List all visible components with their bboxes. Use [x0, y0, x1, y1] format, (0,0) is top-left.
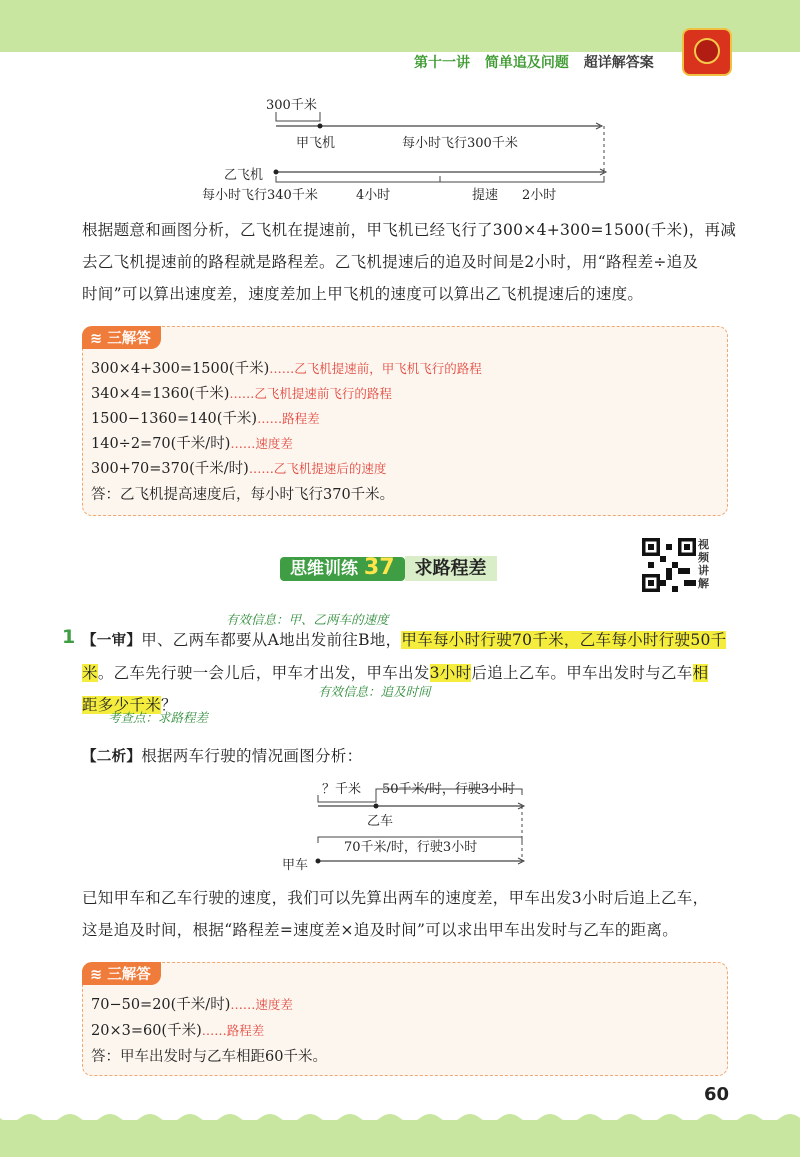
equation-note: ……速度差	[230, 436, 293, 451]
answer-box-2	[82, 962, 728, 1076]
topic-label: 简单追及问题	[484, 55, 569, 71]
qr-code-icon[interactable]	[642, 538, 696, 592]
equation: 340×4=1360(千米)	[91, 386, 230, 402]
answer-line-3	[91, 407, 320, 428]
plane-a-label: 甲飞机	[296, 136, 336, 151]
answer-tag: ≋ 三解答	[82, 962, 161, 985]
step-tag-review: 【一审】	[82, 633, 142, 649]
answer-conclusion: 答：甲车出发时与乙车相距60千米。	[91, 1049, 327, 1065]
header-bg	[0, 52, 800, 82]
analysis-line: 已知甲车和乙车行驶的速度，我们可以先算出两车的速度差，甲车出发3小时后追上乙车，	[82, 889, 709, 907]
section-topic: 求路程差	[405, 556, 497, 581]
answer-box-1	[82, 326, 728, 516]
analysis-line: 时间”可以算出速度差，速度差加上甲飞机的速度可以算出乙飞机提速后的速度。	[82, 285, 644, 303]
note-effective-info-time: 有效信息：追及时间	[318, 684, 431, 699]
analysis-line: 这是追及时间，根据“路程差=速度差×追及时间”可以求出甲车出发时与乙车的距离。	[82, 921, 679, 939]
section-label-text: 思维训练	[290, 559, 358, 579]
answer-line-4	[91, 432, 293, 453]
plane-a-speed: 每小时飞行300千米	[402, 136, 518, 151]
equation-note: ……乙飞机提速前，甲飞机飞行的路程	[269, 361, 482, 376]
answer-conclusion: 答：乙飞机提高速度后，每小时飞行370千米。	[91, 487, 395, 503]
gap-label: 300千米	[266, 98, 317, 113]
equation: 20×3=60(千米)	[91, 1023, 202, 1039]
problem-text-c: 后追上乙车。甲车出发时与乙车	[471, 664, 693, 682]
page-header	[414, 52, 654, 72]
analysis-2-intro-text: 根据两车行驶的情况画图分析：	[141, 747, 363, 765]
car-gap-label: ？千米	[322, 782, 362, 797]
highlight-speeds: 甲车每小时行驶70千米，乙车每小时行驶50千	[401, 631, 727, 649]
equation: 300×4+300=1500(千米)	[91, 361, 270, 377]
page-number: 60	[704, 1084, 730, 1105]
plane-b-speed: 每小时飞行340千米	[202, 188, 318, 203]
step-tag-analysis: 【二析】	[82, 749, 142, 765]
car-a-info: 70千米/时，行驶3小时	[344, 840, 478, 855]
answer-line-5	[91, 457, 386, 478]
note-effective-info-speed: 有效信息：甲、乙两车的速度	[226, 612, 389, 627]
note-key-point: 考查点：求路程差	[108, 710, 209, 725]
bottom-border	[0, 1120, 800, 1157]
plane-b-label: 乙飞机	[224, 168, 264, 183]
highlight-question: 相	[692, 664, 709, 682]
car-a-label: 甲车	[282, 858, 309, 873]
equation: 140÷2=70(千米/时)	[91, 436, 231, 452]
logo-emblem-icon	[694, 38, 720, 64]
highlight-question-end: 距多少千米	[82, 696, 162, 714]
problem-text-b: 。乙车先行驶一会儿后，甲车才出发，甲车出发	[97, 664, 430, 682]
equation-note: ……路程差	[257, 411, 320, 426]
equation-note: ……速度差	[230, 997, 293, 1012]
equation-note: ……路程差	[201, 1023, 265, 1038]
highlight-time: 3小时	[429, 664, 472, 682]
answer-suffix: 超详解答案	[583, 55, 654, 71]
analysis-paragraph-1	[82, 214, 762, 310]
problem-number: 1	[62, 626, 76, 648]
analysis-line: 去乙飞机提速前的路程就是路程差。乙飞机提速后的追及时间是2小时，用“路程差÷追及	[82, 253, 699, 271]
problem-text-a: 甲、乙两车都要从A地出发前往B地，	[141, 631, 402, 649]
equation: 1500−1360=140(千米)	[91, 411, 258, 427]
answer-line-1	[91, 993, 293, 1014]
problem-text-d: ？	[161, 696, 177, 714]
section-title	[280, 554, 497, 582]
equation-note: ……乙飞机提速后的速度	[248, 461, 387, 476]
segment-1-label: 4小时	[356, 188, 391, 203]
section-number: 37	[363, 555, 395, 580]
problem-text	[82, 624, 762, 721]
answer-line-2	[91, 382, 392, 403]
equation-note: ……乙飞机提速前飞行的路程	[229, 386, 392, 401]
answer-line-2	[91, 1019, 264, 1040]
analysis-2-intro	[82, 740, 362, 773]
analysis-paragraph-2	[82, 882, 762, 946]
video-label: 视频讲解	[698, 538, 709, 590]
car-b-info: 50千米/时，行驶3小时	[382, 782, 516, 797]
analysis-line: 根据题意和画图分析，乙飞机在提速前，甲飞机已经飞行了300×4+300=1500(千米)，再减	[82, 221, 737, 239]
equation: 300+70=370(千米/时)	[91, 461, 249, 477]
answer-line-1	[91, 357, 482, 378]
highlight-speeds-end: 米	[82, 664, 98, 682]
lecture-label: 第十一讲	[414, 55, 470, 71]
equation: 70−50=20(千米/时)	[91, 997, 231, 1013]
section-label	[280, 557, 405, 581]
speedup-label: 提速	[472, 188, 499, 203]
car-b-label: 乙车	[367, 814, 394, 829]
answer-tag: ≋ 三解答	[82, 326, 161, 349]
segment-2-label: 2小时	[522, 188, 557, 203]
